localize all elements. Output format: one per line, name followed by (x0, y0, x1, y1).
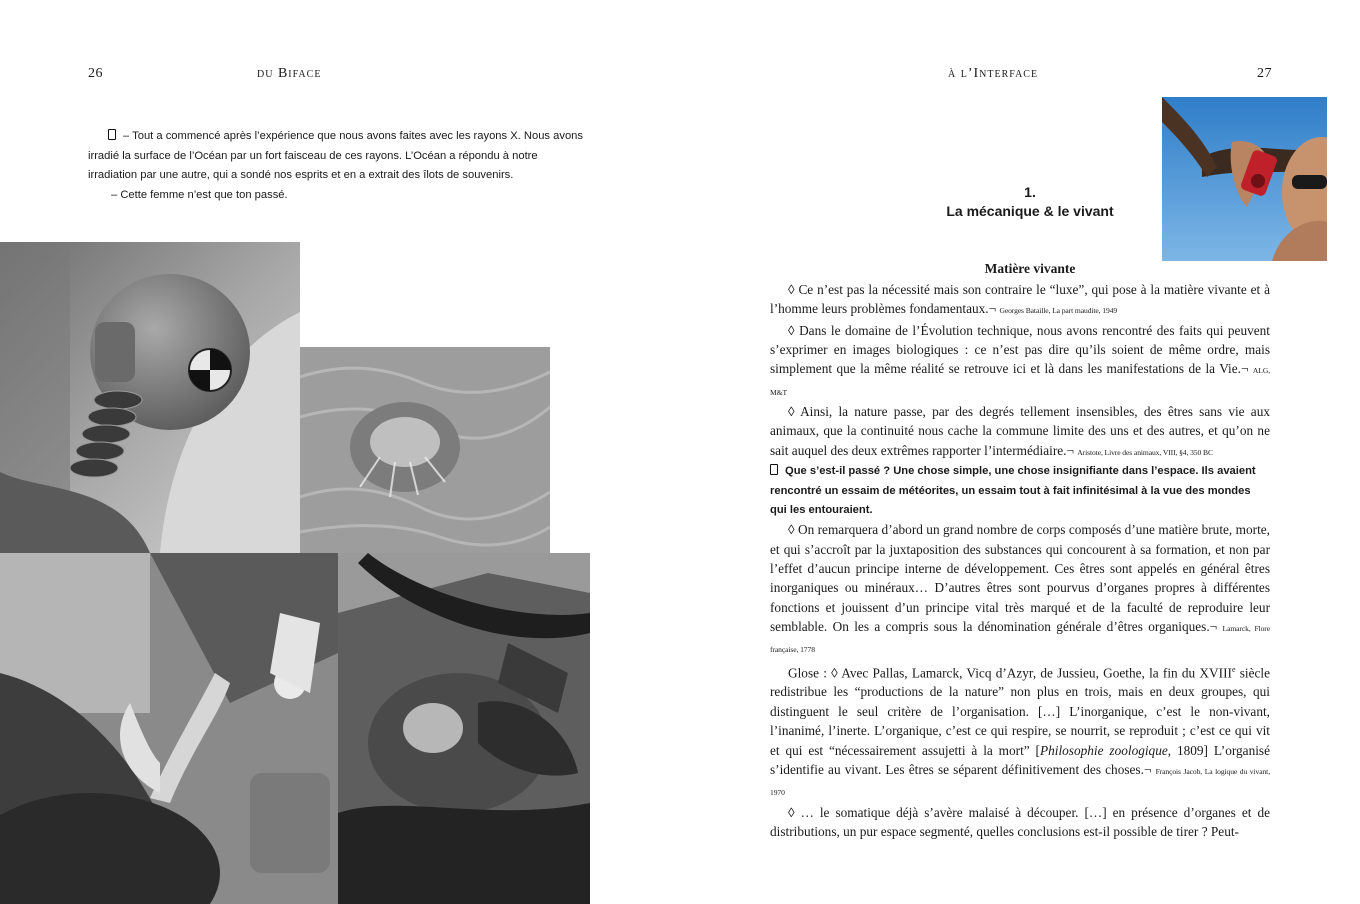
crash-test-dummy-photo (0, 242, 300, 553)
chapter-number: 1. (1024, 184, 1036, 200)
left-running-head: du Biface (257, 66, 322, 81)
paragraph-3: ◊ Ainsi, la nature passe, par des degrés tellement insensibles, des êtres sans vie aux animaux, que la continuité nous cache la commune limite des uns et des autres, et qu’on ne sait auquel des deux extrêmes rapporter l’intermédiaire.¬ Aristote, Livre des animaux, VIII, §4, 350 BC (770, 404, 1270, 458)
chapter-heading (900, 183, 1160, 221)
paragraph-1: ◊ Ce n’est pas la nécessité mais son contraire le “luxe”, qui pose à la matière vivante et à l’homme leurs problèmes fondamentaux.¬ Georges Bataille, La part maudite, 1949 (770, 282, 1270, 317)
paragraph-2: ◊ Dans le domaine de l’Évolution technique, nous avons rencontré des faits qui peuvent s’exprimer en images biologiques : ce n’est pas dire qu’ils soient de même ordre, mais simplement que la même réalité se retrouve ici et là dans les manifestations de la Vie.¬ ALG, M&T (770, 322, 1270, 397)
box-marker-icon (770, 464, 778, 475)
citation-5: François Jacob, La logique du vivant, 1970 (770, 766, 1270, 798)
citation-2: ALG, M&T (770, 366, 1270, 397)
dialogue-line-1: – Tout a commencé après l’expérience que nous avons faites avec les rayons X. Nous avons irradié la surface de l’Océan par un fort faisceau de ces rayons. L’Océan a répondu à notre irradiation par une autre, qui a sondé nos esprits et en a extrait des îlots de souvenirs. (88, 130, 583, 182)
citation-3: Aristote, Livre des animaux, VIII, §4, 350 BC (1077, 447, 1213, 457)
section-title: Matière vivante (984, 261, 1076, 276)
mannequin-hands-photo (0, 553, 338, 904)
paragraph-6: ◊ … le somatique déjà s’avère malaisé à découper. […] en présence d’organes et de distributions, un pur espace segmenté, quelles conclusions est-il possible de tirer ? Peut- (770, 804, 1270, 839)
man-with-camera-photo (1162, 97, 1327, 261)
citation-1: Georges Bataille, La part maudite, 1949 (999, 306, 1118, 316)
paragraph-4: ◊ On remarquera d’abord un grand nombre de corps composés d’une matière brute, morte, et qui s’accroît par la juxtaposition des substances qui concourent à sa formation, et non par l’effet d’aucun principe interne de développement. Ces êtres sont appelés en général êtres inorganiques ou minéraux… D’autres êtres sont pourvus d’organes propres à différentes fonctions et jouissent d’un principe vital très marqué et de la faculté de reproduire leur semblable. On les a compris sous la dénomination générale d’êtres organiques.¬ Lamarck, Flore française, 1778 (770, 522, 1270, 655)
citation-4: Lamarck, Flore française, 1778 (770, 624, 1270, 655)
left-folio: 26 (88, 66, 103, 81)
body-text (770, 280, 1270, 841)
right-folio: 27 (1257, 66, 1272, 81)
jellyfish-photo (300, 347, 550, 553)
question-paragraph: Que s’est-il passé ? Une chose simple, une chose insignifiante dans l’espace. Ils avaient rencontré un essaim de météorites, un essaim tout à fait infinitésimal à la vue des mondes qui les entouraient. (770, 465, 1256, 516)
paragraph-5: Glose : ◊ Avec Pallas, Lamarck, Vicq d’Azyr, de Jussieu, Goethe, la fin du XVIIIe siècle redistribue les “productions de la nature” non plus en trois, mais en deux groupes, qui distinguent le seul critère de l’organisation. […] L’inorganique, c’est le non-vivant, l’inanimé, l’inerte. L’organique, c’est ce qui respire, se nourrit, se reproduit ; c’est ce qui vit et qui est “nécessairement assujetti à la mort” [Philosophie zoologique, 1809] L’organisé s’identifie au vivant. Les êtres se séparent définitivement des choses.¬ François Jacob, La logique du vivant, 1970 (770, 664, 1270, 798)
chapter-title: La mécanique & le vivant (946, 203, 1114, 219)
creature-photo (338, 553, 590, 904)
dialogue-line-2: – Cette femme n’est que ton passé. (111, 188, 288, 201)
right-running-head: à l’Interface (948, 66, 1039, 81)
dialogue-block (88, 127, 588, 205)
box-marker-icon (108, 129, 116, 140)
